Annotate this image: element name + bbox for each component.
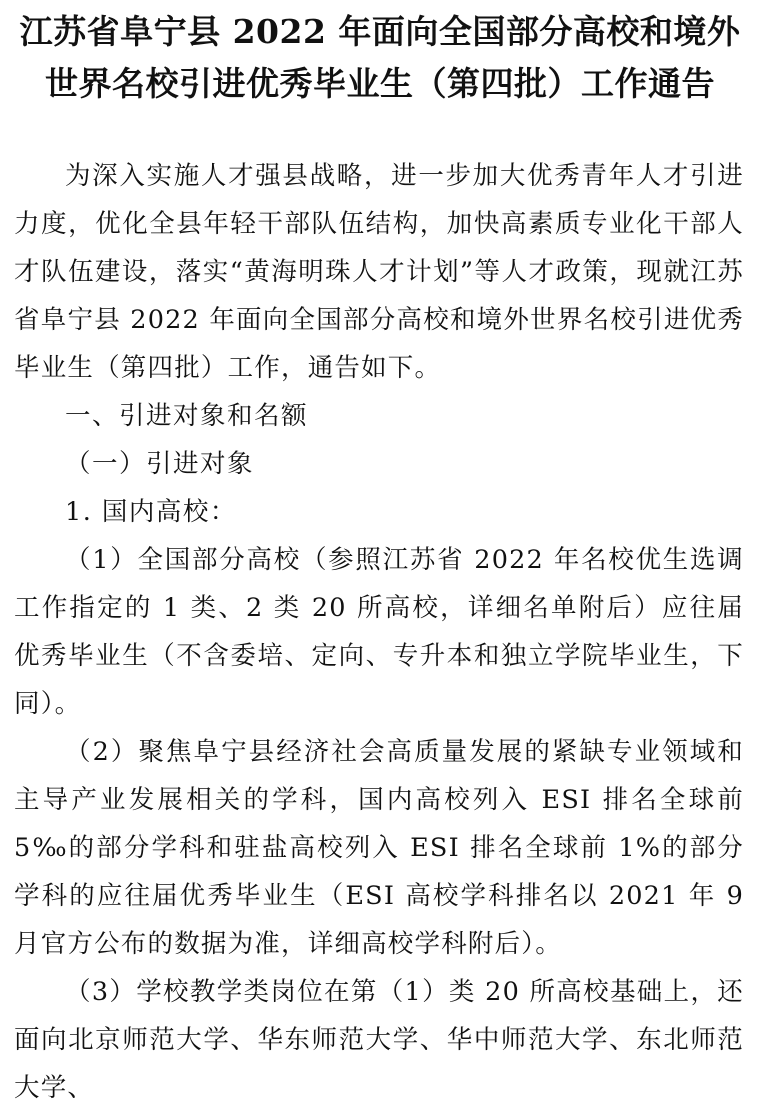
intro-paragraph: 为深入实施人才强县战略，进一步加大优秀青年人才引进力度，优化全县年轻干部队伍结构，加快高素质专业化干部人才队伍建设，落实“黄海明珠人才计划”等人才政策，现就江苏省阜宁县 2022 年面向全国部分高校和境外世界名校引进优秀毕业生（第四批）工作，通告如下。 — [14, 161, 744, 383]
title-line-2: 世界名校引进优秀毕业生（第四批）工作通告 — [45, 64, 715, 103]
document-title — [0, 0, 760, 110]
section-heading-targets: 一、引进对象和名额 — [65, 401, 309, 431]
item-heading-domestic: 1. 国内高校： — [65, 497, 237, 527]
item-paragraph-2: （2）聚焦阜宁县经济社会高质量发展的紧缺专业领域和主导产业发展相关的学科，国内高校列入 ESI 排名全球前 5‰的部分学科和驻盐高校列入 ESI 排名全球前 1%的部分学科的应往届优秀毕业生（ESI 高校学科排名以 2021 年 9 月官方公布的数据为准，详细高校学科附后）。 — [14, 737, 744, 959]
item-paragraph-1: （1）全国部分高校（参照江苏省 2022 年名校优生选调工作指定的 1 类、2 类 20 所高校，详细名单附后）应往届优秀毕业生（不含委培、定向、专升本和独立学院毕业生，下同）。 — [14, 545, 744, 719]
document-body — [14, 152, 744, 1112]
title-line-1: 江苏省阜宁县 2022 年面向全国部分高校和境外 — [19, 12, 741, 51]
item-paragraph-3: （3）学校教学类岗位在第（1）类 20 所高校基础上，还面向北京师范大学、华东师范大学、华中师范大学、东北师范大学、 — [14, 977, 744, 1103]
subsection-heading-targets: （一）引进对象 — [65, 449, 255, 479]
